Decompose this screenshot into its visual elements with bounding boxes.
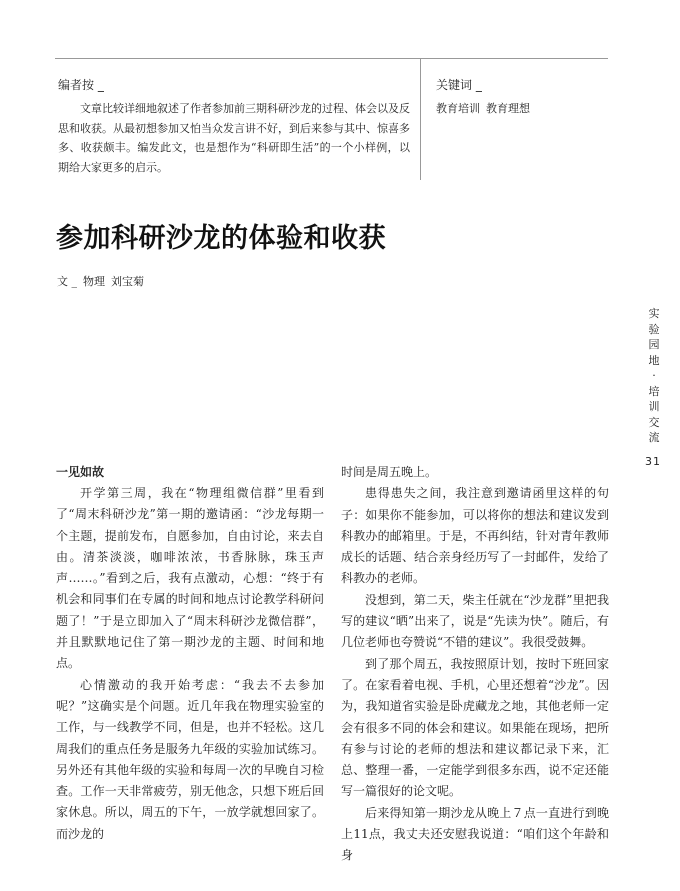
body-paragraph: 开学第三周，我在“物理组微信群”里看到了“周末科研沙龙”第一期的邀请函：“沙龙每期一个主题，提前发布，自愿参加，自由讨论，来去自由。清茶淡淡，咖啡浓浓，书香脉脉，珠玉声声……。”看到之后，我有点激动，心想：“终于有机会和同事们在专属的时间和地点讨论教学科研问题了！”于是立即加入了“周末科研沙龙微信群”，并且默默地记住了第一期沙龙的主题、时间和地点。 (56, 486, 324, 671)
keyword-item: 教育理想 (486, 102, 530, 115)
byline-subject: 物理 (83, 275, 105, 288)
section-side-tag (646, 306, 662, 446)
editor-note-text: 文章比较详细地叙述了作者参加前三期科研沙龙的过程、体会以及反思和收获。从最初想参加又怕当众发言讲不好，到后来参与其中、惊喜多多、收获颇丰。编发此文，也是想作为“科研即生活”的一个小样例，以期给大家更多的启示。 (58, 102, 410, 174)
side-tag-char: 验 (648, 322, 660, 336)
body-column-right (341, 462, 609, 867)
page-number: 31 (645, 455, 661, 468)
side-tag-char: · (652, 369, 656, 382)
body-column-left (56, 462, 324, 845)
body-paragraph: 到了那个周五，我按照原计划，按时下班回家了。在家看着电视、手机，心里还想着“沙龙”。因为，我知道省实验是卧虎藏龙之地，其他老师一定会有很多不同的体会和建议。如果能在现场，把所有参与讨论的老师的想法和建议都记录下来，汇总、整理一番，一定能学到很多东西，说不定还能写一篇很好的论文呢。 (341, 656, 609, 799)
keywords-label: 关键词 _ (436, 78, 482, 92)
top-rule (55, 58, 608, 59)
body-paragraph: 后来得知第一期沙龙从晚上７点一直进行到晚上11点，我丈夫还安慰我说道：“咱们这个年龄和身 (341, 805, 609, 863)
byline (57, 273, 150, 289)
editor-note (58, 76, 410, 177)
side-tag-char: 培 (648, 384, 660, 398)
body-paragraph-continued: 时间是周五晚上。 (341, 465, 438, 479)
side-tag-char: 实 (648, 307, 660, 320)
keywords (436, 76, 606, 118)
side-tag-char: 流 (648, 431, 660, 444)
byline-prefix: 文 _ (57, 275, 77, 288)
article-title: 参加科研沙龙的体验和收获 (56, 223, 386, 254)
keyword-item: 教育培训 (436, 102, 480, 115)
side-tag-char: 交 (648, 415, 660, 429)
body-paragraph: 心情激动的我开始考虑：“我去不去参加呢？”这确实是个问题。近几年我在物理实验室的工作，与一线教学不同，但是，也并不轻松。这几周我们的重点任务是服务九年级的实验加试练习。另外还有其他年级的实验和每周一次的早晚自习检查。工作一天非常疲劳，别无他念，只想下班后回家休息。所以，周五的下午，一放学就想回家了。而沙龙的 (56, 677, 324, 841)
keywords-list (436, 99, 606, 118)
body-paragraph: 没想到，第二天，柴主任就在“沙龙群”里把我写的建议“晒”出来了，说是“先读为快”。随后，有几位老师也夸赞说“不错的建议”。我很受鼓舞。 (341, 592, 609, 650)
header-divider (420, 58, 421, 180)
section-subhead: 一见如故 (56, 465, 105, 479)
side-tag-char: 园 (648, 338, 660, 351)
editor-note-label: 编者按 _ (58, 78, 104, 92)
body-paragraph: 患得患失之间，我注意到邀请函里这样的句子：如果你不能参加，可以将你的想法和建议发到科教办的邮箱里。于是，不再纠结，针对青年教师成长的话题、结合亲身经历写了一封邮件，发给了科教办的老师。 (341, 486, 609, 586)
side-tag-char: 训 (648, 400, 660, 413)
byline-author: 刘宝菊 (111, 275, 144, 288)
side-tag-char: 地 (648, 353, 660, 367)
